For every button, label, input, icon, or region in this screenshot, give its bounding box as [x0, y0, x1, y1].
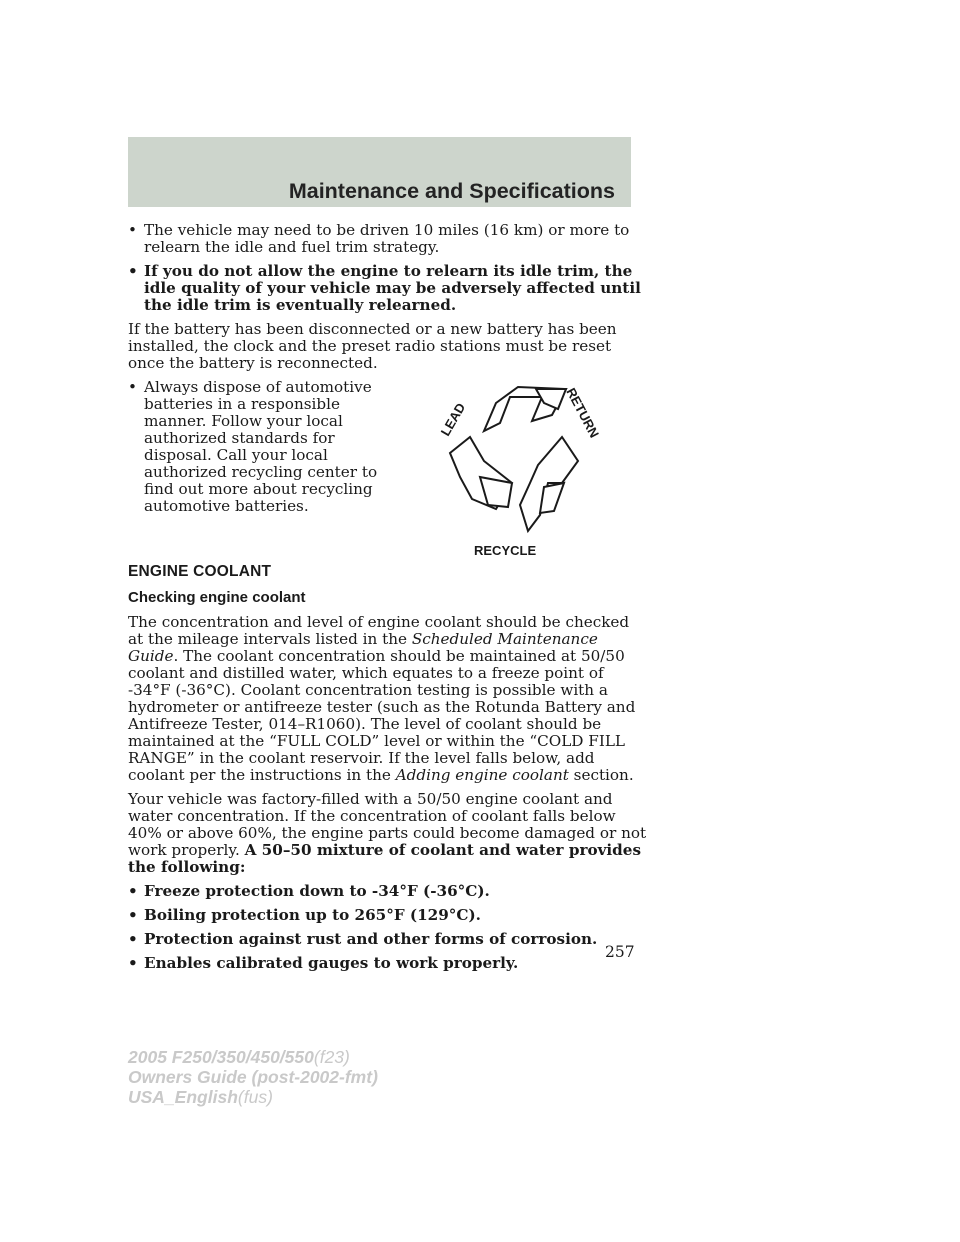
battery-reset-paragraph: If the battery has been disconnected or a new battery has been installed, the clock and the preset radio stations must be reset once the battery is reconnected. [128, 320, 617, 372]
footer-guide-format: Owners Guide (post-2002-fmt) [128, 1067, 378, 1087]
bullet-dot: • [128, 954, 138, 972]
coolant-benefit-text: Boiling protection up to 265°F (129°C). [144, 906, 481, 924]
checking-coolant-subheading: Checking engine coolant [128, 589, 306, 606]
coolant-benefit-bullet [128, 955, 648, 972]
coolant-benefit-bullet [128, 931, 648, 948]
coolant-paragraph-2 [128, 791, 648, 876]
coolant-p2-bold: A 50–50 mixture of coolant and water provides the following: [128, 841, 641, 876]
recycle-arrow-right-head [540, 483, 564, 513]
page-content [128, 222, 648, 979]
engine-coolant-heading: ENGINE COOLANT [128, 563, 272, 580]
battery-disposal-bullet [128, 379, 406, 515]
bullet-dot: • [128, 378, 137, 396]
recycle-label-return: RETURN [563, 385, 603, 441]
adding-coolant-ref: Adding engine coolant [395, 766, 569, 784]
relearn-warning-bullet [128, 263, 648, 314]
recycle-label-recycle: RECYCLE [474, 543, 537, 558]
battery-disposal-section [128, 379, 648, 559]
bullet-dot: • [128, 930, 138, 948]
coolant-p2-text: Your vehicle was factory-filled with a 50/50 engine coolant and water concentration. If the concentration of coolant falls below 40% or above 60%, the engine parts could become damaged or not work properly. [128, 790, 647, 859]
scheduled-maintenance-guide-ref: Scheduled Maintenance Guide [128, 630, 598, 665]
recycle-icon [426, 379, 616, 559]
section-header-band [128, 137, 631, 207]
footer-line-3 [128, 1087, 378, 1107]
coolant-benefit-bullet [128, 907, 648, 924]
recycle-label-lead: LEAD [437, 400, 469, 439]
footer-language: USA_English [128, 1087, 238, 1107]
footer-line-1 [128, 1047, 378, 1067]
recycle-symbol [426, 379, 616, 559]
footer-line-2 [128, 1067, 378, 1087]
footer-language-code: (fus) [237, 1087, 273, 1107]
footer-model-code: (f23) [313, 1047, 350, 1067]
coolant-benefit-text: Enables calibrated gauges to work properly. [144, 954, 519, 972]
coolant-benefit-text: Protection against rust and other forms of corrosion. [144, 930, 598, 948]
coolant-p1-text-a: The concentration and level of engine coolant should be checked at the mileage intervals listed in the [128, 613, 630, 648]
footer-model: 2005 F250/350/450/550 [128, 1047, 314, 1067]
relearn-bullet-text: The vehicle may need to be driven 10 miles (16 km) or more to relearn the idle and fuel trim strategy. [144, 221, 630, 256]
bullet-dot: • [128, 262, 138, 280]
document-footer [128, 1047, 378, 1107]
coolant-paragraph-1 [128, 614, 648, 784]
coolant-p1-text-b: . The coolant concentration should be maintained at 50/50 coolant and distilled water, which equates to a freeze point of -34°F (-36°C). Coolant concentration testing is possible with a hydrometer or antifreeze tester (such as the Rotunda Battery and Antifreeze Tester, 014–R1060). The level of coolant should be maintained at the “FULL COLD” level or within the “COLD FILL RANGE” in the coolant reservoir. If the level falls below, add coolant per the instructions in the [128, 647, 636, 784]
coolant-benefit-text: Freeze protection down to -34°F (-36°C). [144, 882, 490, 900]
page-number: 257 [605, 943, 635, 961]
section-title: Maintenance and Specifications [288, 179, 615, 203]
relearn-bullet [128, 222, 648, 256]
coolant-p1-text-c: section. [568, 766, 634, 784]
bullet-dot: • [128, 221, 137, 239]
coolant-benefit-bullet [128, 883, 648, 900]
bullet-dot: • [128, 882, 138, 900]
bullet-dot: • [128, 906, 138, 924]
relearn-warning-text: If you do not allow the engine to relearn its idle trim, the idle quality of your vehicle may be adversely affected until the idle trim is eventually relearned. [144, 262, 641, 314]
recycle-arrow-right [520, 437, 578, 531]
battery-disposal-text: Always dispose of automotive batteries in a responsible manner. Follow your local authorized standards for disposal. Call your local authorized recycling center to find out more about recycling automotive batteries. [144, 378, 378, 515]
